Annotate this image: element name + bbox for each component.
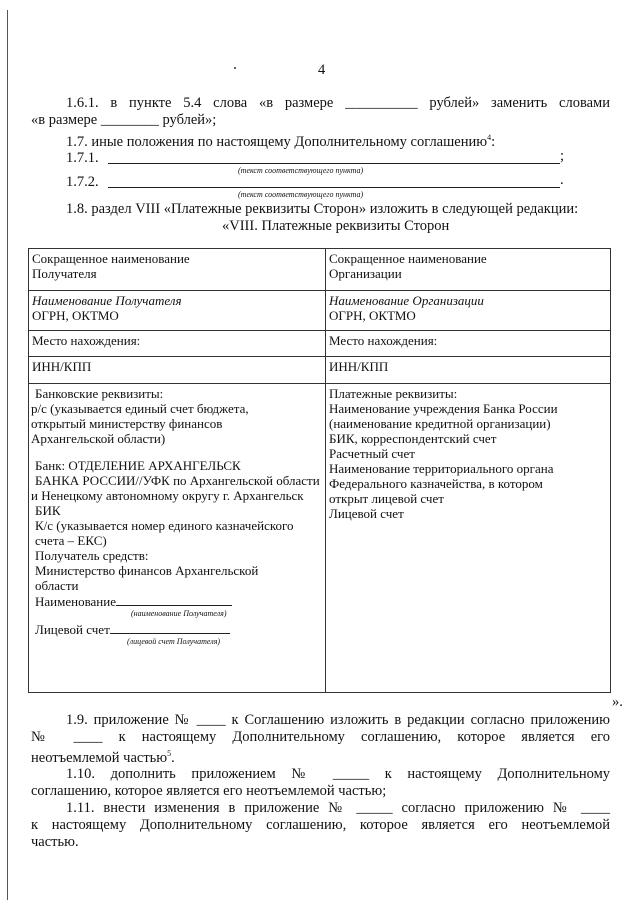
table-row xyxy=(29,331,611,357)
p172-label: 1.7.2. xyxy=(66,174,99,190)
table-row xyxy=(29,291,611,331)
p19-line2: № ____ к настоящему Дополнительному соглашению, которое является его xyxy=(31,729,610,745)
cell-short-name-organization: Сокращенное наименование Организации xyxy=(326,249,611,291)
p18-text: 1.8. раздел VIII «Платежные реквизиты Сторон» изложить в следующей редакции: xyxy=(66,201,579,217)
cell-inn-organization: ИНН/КПП xyxy=(326,357,611,384)
p17-footnote: 4 xyxy=(487,133,492,142)
p19-footnote: 5 xyxy=(167,749,172,758)
page-left-edge xyxy=(7,10,8,900)
cell-short-name-recipient: Сокращенное наименование Получателя xyxy=(29,249,326,291)
cell-bank-details-recipient: Банковские реквизиты: р/с (указывается единый счет бюджета, открытый министерству финансов Архангельской области) Банк: ОТДЕЛЕНИЕ АРХАНГЕЛЬСК БАНКА РОССИИ//УФК по Архангельской области и Ненецкому автономному округу г. Архангельск БИК К/с (указывается номер единого казначейского счета – ЕКС) Получатель средств: Министерство финансов Архангельской области Наименование (наименование Получателя) Лицевой счет (лицевой счет Получателя) xyxy=(29,384,326,693)
p19-line3-wrap: неотъемлемой частью$^5$. xyxy=(31,749,175,766)
section-title: «VIII. Платежные реквизиты Сторон xyxy=(222,218,450,234)
p111-line1: 1.11. внести изменения в приложение № _____ согласно приложению № ____ xyxy=(66,800,610,816)
p17-paragraph xyxy=(66,130,495,150)
p161-line1: 1.6.1. в пункте 5.4 слова «в размере __________ рублей» заменить словами xyxy=(66,95,610,111)
cell-location-organization: Место нахождения: xyxy=(326,331,611,357)
p172-blank-line xyxy=(108,187,560,188)
p171-label: 1.7.1. xyxy=(66,150,99,166)
scan-speck xyxy=(234,67,236,69)
cell-inn-recipient: ИНН/КПП xyxy=(29,357,326,384)
p171-end: ; xyxy=(560,148,565,164)
p110-line2: соглашению, которое является его неотъемлемой частью; xyxy=(31,783,387,799)
p171-blank-line xyxy=(108,163,560,164)
close-quote: ». xyxy=(612,694,623,710)
recipient-account-field: Лицевой счет xyxy=(31,621,322,637)
cell-recipient-name: Наименование Получателя ОГРН, ОКТМО xyxy=(29,291,326,331)
p111-line2: к настоящему Дополнительному соглашению, которое является его неотъемлемой xyxy=(31,817,610,833)
cell-payment-details-organization: Платежные реквизиты: Наименование учреждения Банка России (наименование кредитной организации) БИК, корреспондентский счет Расчетный счет Наименование территориального органа Федерального казначейства, в котором открыт лицевой счет Лицевой счет xyxy=(326,384,611,693)
p172-caption: (текст соответствующего пункта) xyxy=(238,190,364,199)
p111-line3: частью. xyxy=(31,834,79,850)
cell-organization-name: Наименование Организации ОГРН, ОКТМО xyxy=(326,291,611,331)
requisites-table xyxy=(28,248,611,693)
page-number: 4 xyxy=(318,62,326,78)
p19-line3: неотъемлемой частью xyxy=(31,749,168,766)
p171-caption: (текст соответствующего пункта) xyxy=(238,166,364,175)
p110-line1: 1.10. дополнить приложением № _____ к настоящему Дополнительному xyxy=(66,766,610,782)
p17-text: 1.7. иные положения по настоящему Дополнительному соглашению xyxy=(66,133,488,150)
p172-end: . xyxy=(560,172,564,188)
cell-location-recipient: Место нахождения: xyxy=(29,331,326,357)
table-row xyxy=(29,357,611,384)
table-row xyxy=(29,384,611,693)
p19-line1: 1.9. приложение № ____ к Соглашению изложить в редакции согласно приложению xyxy=(66,712,610,728)
p17-colon: : xyxy=(491,133,496,150)
table-row xyxy=(29,249,611,291)
recipient-name-field: Наименование xyxy=(31,593,322,609)
p161-line2: «в размере ________ рублей»; xyxy=(31,112,217,128)
